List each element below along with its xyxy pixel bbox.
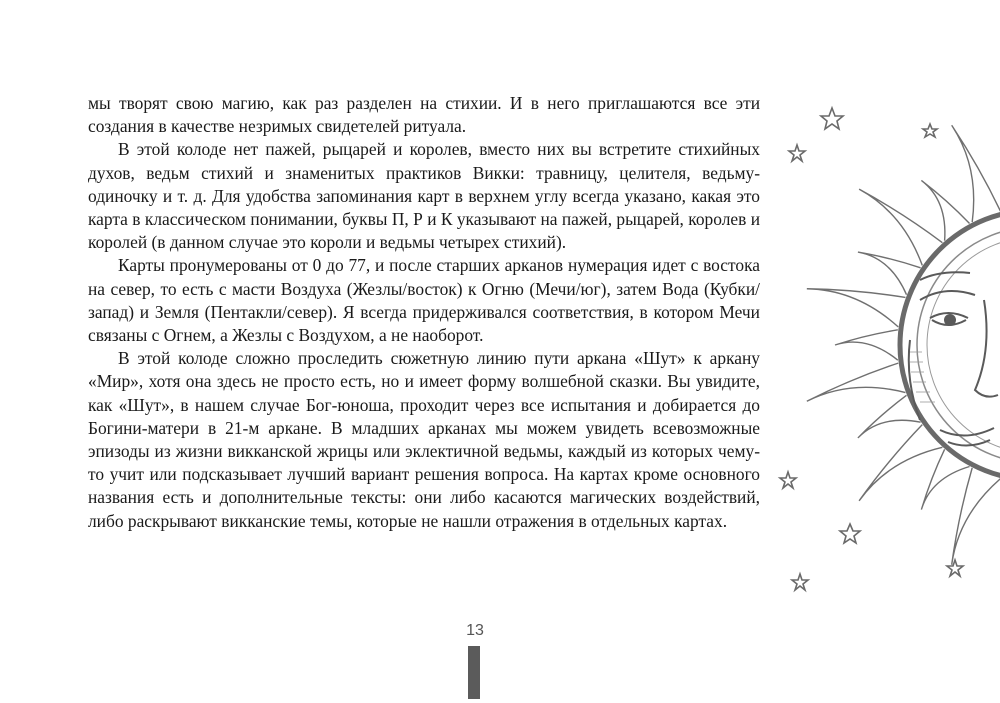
page-number: 13: [466, 622, 484, 639]
sun-ray: [807, 289, 906, 327]
paragraph-2: В этой колоде нет пажей, рыцарей и королев, вместо них вы встретите стихийных духов, ведьм стихий и знаменитых практиков Викки: травницу, целителя, ведьму-одиночку и т. д. Для удобства запоминания карт в верхнем углу всегда указано, какая это карта в классическом понимании, буквы П, Р и К указывают на пажей, рыцарей, королев и королей (в данном случае это короли и ведьмы четырех стихий).: [88, 139, 760, 253]
body-text: [88, 92, 760, 533]
paragraph-4: В этой колоде сложно проследить сюжетную линию пути аркана «Шут» к аркану «Мир», хотя она здесь не просто есть, но и имеет форму волшебной сказки. Вы увидите, как «Шут», в нашем случае Бог-юноша, проходит через все испытания и добирается до Богини-матери в 21-м аркане. В младших арканах мы можем увидеть всевозможные эпизоды из жизни викканской жрицы или эклектичной ведьмы, каждый из которых чему-то учит или подсказывает лучший вариант решения вопроса. На картах кроме основного названия есть и дополнительные тексты: они либо касаются магических воздействий, либо раскрывают викканские темы, которые не нашли отражения в отдельных картах.: [88, 348, 760, 531]
paragraph-3: Карты пронумерованы от 0 до 77, и после старших арканов нумерация идет с востока на север, то есть с масти Воздуха (Жезлы/восток) к Огню (Мечи/юг), затем Вода (Кубки/запад) и Земля (Пентакли/север). Я всегда придерживался соответствия, в котором Мечи связаны с Огнем, а Жезлы с Воздухом, а не наоборот.: [88, 255, 760, 346]
sun-ray: [835, 330, 898, 360]
sun-ray: [807, 363, 906, 401]
sun-face-icon: [770, 90, 1000, 610]
sun-ray: [952, 468, 1000, 565]
sun-ray: [952, 125, 1000, 222]
sun-ray: [859, 425, 942, 501]
page-marker-bar: [468, 646, 480, 699]
paragraph-1: мы творят свою магию, как раз разделен на стихии. И в него приглашаются все эти создания в качестве незримых свидетелей ритуала.: [88, 93, 760, 137]
